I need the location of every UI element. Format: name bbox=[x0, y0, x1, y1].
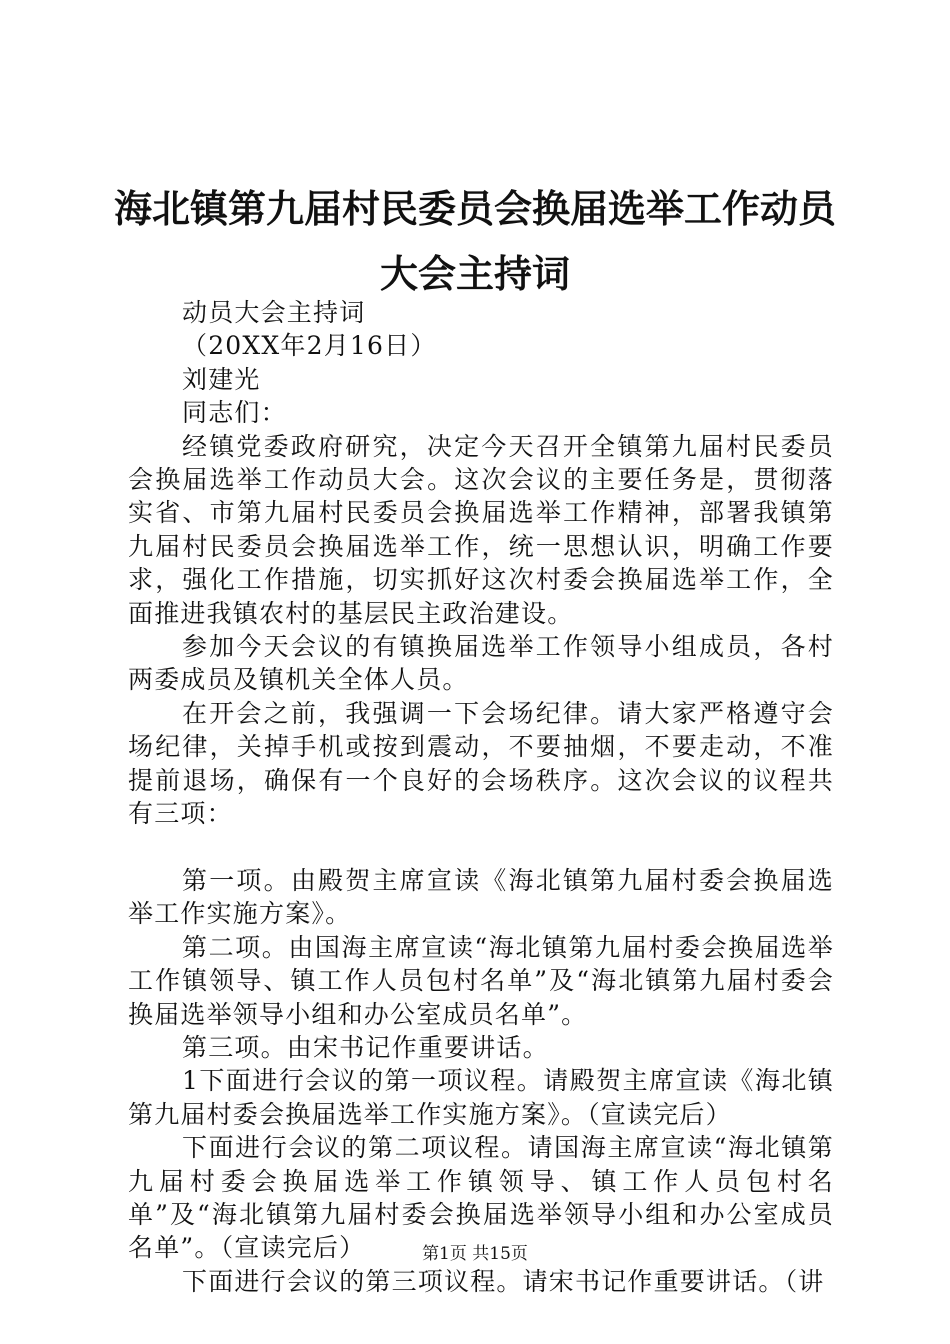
paragraph-author: 刘建光 bbox=[182, 364, 261, 394]
paragraph-agenda-2: 下面进行会议的第二项议程。请国海主席宣读“海北镇第九届村委会换届选举工作镇领导、镇工作人员包村名单”及“海北镇第九届村委会换届选举领导小组和办公室成员名单”。（宣读完后） bbox=[128, 1133, 834, 1263]
paragraph-date: （20XX年2月16日） bbox=[182, 331, 437, 361]
paragraph-salutation: 同志们： bbox=[182, 398, 287, 428]
paragraph-subtitle: 动员大会主持词 bbox=[182, 298, 366, 327]
paragraph-item-3: 第三项。由宋书记作重要讲话。 bbox=[182, 1032, 549, 1062]
paragraph-intro: 经镇党委政府研究，决定今天召开全镇第九届村民委员会换届选举工作动员大会。这次会议的主要任务是，贯彻落实省、市第九届村民委员会换届选举工作精神，部署我镇第九届村民委员会换届选举工作，统一思想认识，明确工作要求，强化工作措施，切实抓好这次村委会换届选举工作，全面推进我镇农村的基层民主政治建设。 bbox=[128, 431, 834, 628]
paragraph-agenda-1: 1下面进行会议的第一项议程。请殿贺主席宣读《海北镇第九届村委会换届选举工作实施方案》。（宣读完后） bbox=[128, 1066, 834, 1129]
paragraph-agenda-3: 下面进行会议的第三项议程。请宋书记作重要讲话。（讲 bbox=[182, 1266, 825, 1296]
document-title: 海北镇第九届村民委员会换届选举工作动员大会主持词 bbox=[113, 186, 836, 296]
paragraph-attendees: 参加今天会议的有镇换届选举工作领导小组成员，各村两委成员及镇机关全体人员。 bbox=[128, 632, 834, 695]
paragraph-item-2: 第二项。由国海主席宣读“海北镇第九届村委会换届选举工作镇领导、镇工作人员包村名单”及“海北镇第九届村委会换届选举领导小组和办公室成员名单”。 bbox=[128, 932, 834, 1029]
blank-line bbox=[128, 831, 834, 864]
paragraph-discipline: 在开会之前，我强调一下会场纪律。请大家严格遵守会场纪律，关掉手机或按到震动，不要抽烟，不要走动，不准提前退场，确保有一个良好的会场秩序。这次会议的议程共有三项： bbox=[128, 698, 834, 829]
paragraph-item-1: 第一项。由殿贺主席宣读《海北镇第九届村委会换届选举工作实施方案》。 bbox=[128, 865, 834, 929]
page-footer: 第1页 共15页 bbox=[422, 1244, 528, 1264]
document-body bbox=[128, 296, 834, 1298]
